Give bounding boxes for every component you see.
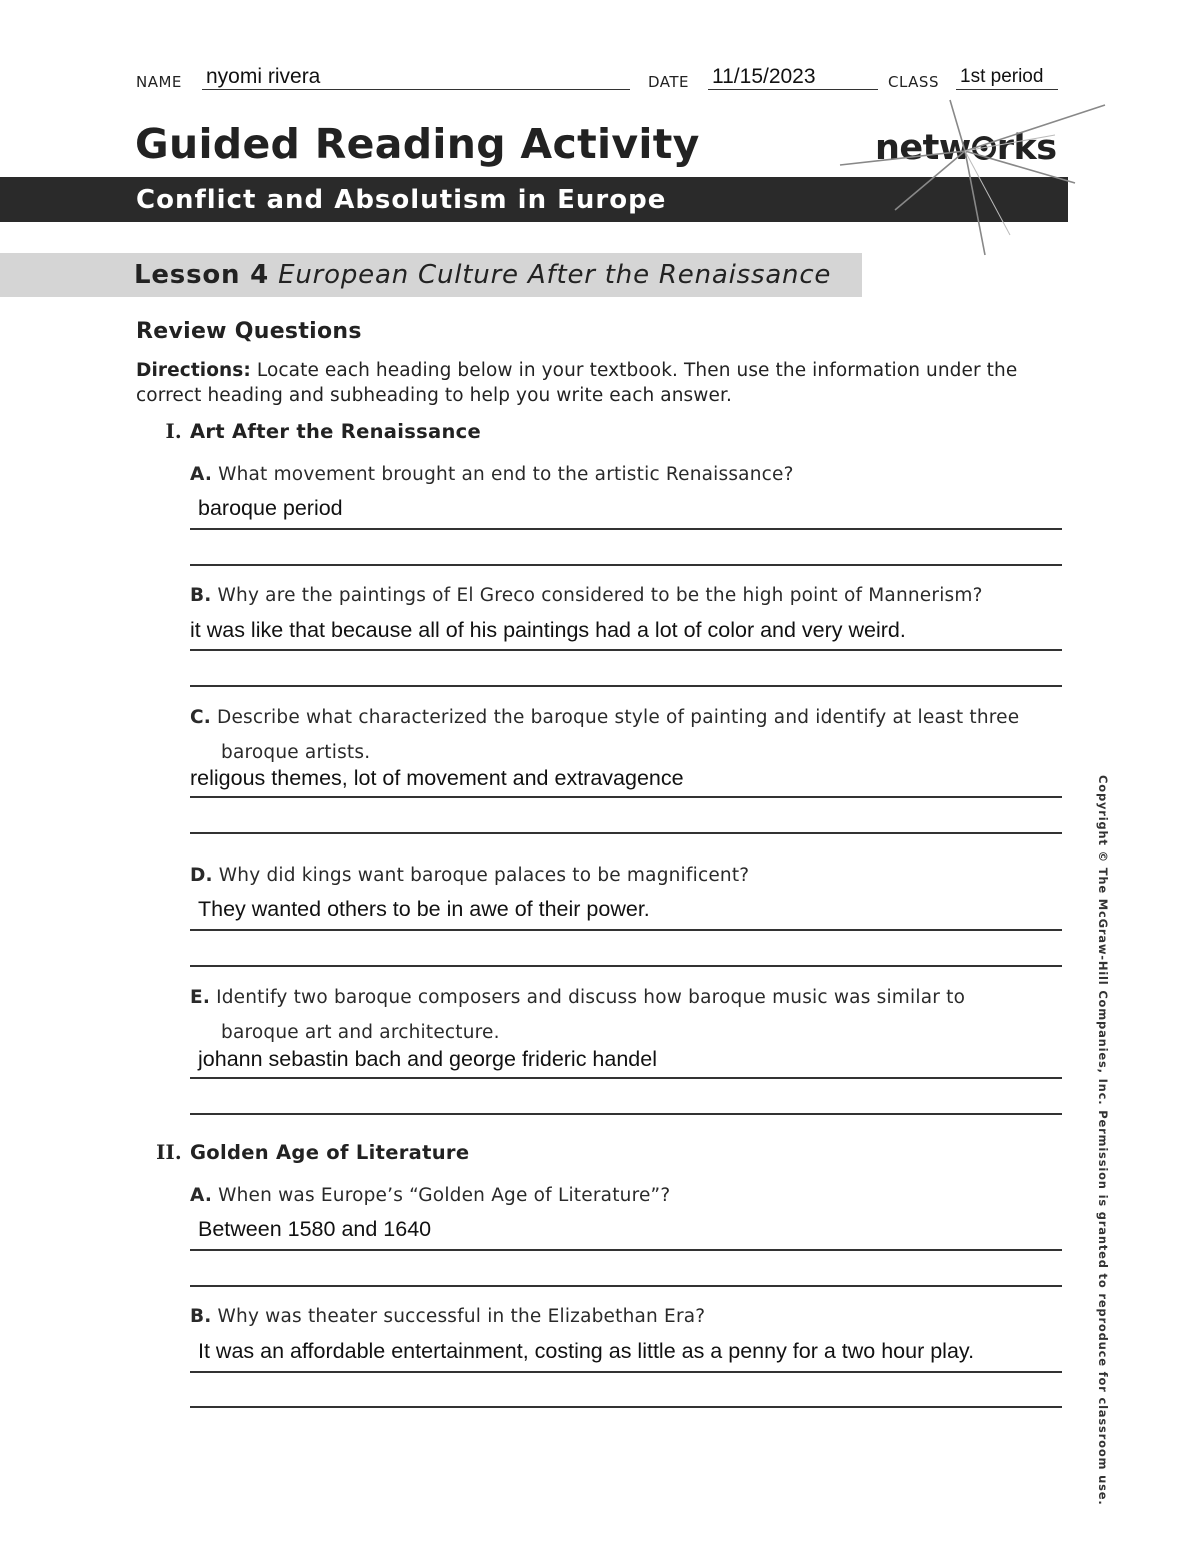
question-text-continued: baroque art and architecture. — [221, 1022, 500, 1043]
question-text-continued: baroque artists. — [221, 742, 371, 763]
answer-line — [190, 528, 1062, 530]
directions — [136, 358, 1056, 408]
question — [190, 1299, 1070, 1334]
answer-text[interactable]: religous themes, lot of movement and extravagence — [190, 766, 684, 790]
logo-text-start: netw — [875, 128, 971, 168]
question-text: Why are the paintings of El Greco considered to be the high point of Mannerism? — [217, 585, 983, 606]
logo-text-end: rks — [996, 128, 1057, 168]
answer-line — [190, 832, 1062, 834]
question-letter: B. — [190, 585, 212, 606]
answer-line — [190, 1285, 1062, 1287]
answer-text[interactable]: it was like that because all of his paintings had a lot of color and very weird. — [190, 618, 906, 642]
question-text: What movement brought an end to the artistic Renaissance? — [218, 464, 794, 485]
answer-line — [190, 965, 1062, 967]
section-numeral: II. — [156, 1141, 182, 1164]
answer-line — [190, 564, 1062, 566]
page-title: Guided Reading Activity — [135, 120, 700, 168]
question — [190, 980, 1070, 1050]
lesson-heading — [134, 260, 831, 290]
unit-title: Conflict and Absolutism in Europe — [136, 185, 667, 215]
date-label: DATE — [648, 73, 690, 91]
question-letter: A. — [190, 464, 213, 485]
answer-text[interactable]: They wanted others to be in awe of their power. — [198, 897, 650, 921]
answer-line — [190, 1371, 1062, 1373]
lesson-bar — [0, 253, 862, 297]
class-field[interactable]: 1st period — [956, 64, 1058, 90]
student-info-row — [136, 64, 1058, 92]
answer-line — [190, 796, 1062, 798]
section-heading — [142, 1141, 469, 1164]
answer-line — [190, 1406, 1062, 1408]
section-title: Art After the Renaissance — [190, 420, 482, 443]
answer-text[interactable]: Between 1580 and 1640 — [198, 1217, 432, 1241]
logo-o-icon — [971, 128, 997, 168]
unit-banner — [0, 177, 1068, 222]
name-label: NAME — [136, 73, 182, 91]
lesson-number: Lesson 4 — [134, 260, 270, 290]
question-letter: E. — [190, 987, 211, 1008]
networks-logo — [875, 128, 1057, 168]
question-text: When was Europe’s “Golden Age of Literature”? — [218, 1185, 671, 1206]
question — [190, 1178, 1070, 1213]
question-letter: B. — [190, 1306, 212, 1327]
directions-text: Locate each heading below in your textbook. Then use the information under the correct heading and subheading to help you write each answer. — [136, 360, 1018, 406]
copyright-notice: Copyright © The McGraw-Hill Companies, Inc. Permission is granted to reproduce for classroom use. — [1096, 775, 1110, 1506]
answer-line — [190, 1249, 1062, 1251]
section-title: Golden Age of Literature — [190, 1141, 470, 1164]
answer-line — [190, 1113, 1062, 1115]
question-text: Describe what characterized the baroque style of painting and identify at least three — [217, 707, 1020, 728]
review-heading: Review Questions — [136, 319, 362, 344]
answer-line — [190, 649, 1062, 651]
question-letter: D. — [190, 865, 213, 886]
answer-text[interactable]: johann sebastin bach and george frideric handel — [198, 1047, 657, 1071]
question-text: Why did kings want baroque palaces to be magnificent? — [218, 865, 750, 886]
lesson-title: European Culture After the Renaissance — [278, 260, 832, 290]
answer-line — [190, 929, 1062, 931]
directions-label: Directions: — [136, 360, 251, 381]
date-field[interactable]: 11/15/2023 — [708, 64, 878, 90]
section-heading — [142, 420, 481, 443]
question — [190, 700, 1070, 770]
question — [190, 457, 1070, 492]
question — [190, 578, 1070, 613]
answer-line — [190, 685, 1062, 687]
answer-text[interactable]: baroque period — [198, 496, 343, 520]
question-letter: C. — [190, 707, 212, 728]
section-numeral: I. — [165, 420, 182, 443]
class-label: CLASS — [888, 73, 939, 91]
answer-line — [190, 1077, 1062, 1079]
question-text: Identify two baroque composers and discuss how baroque music was similar to — [216, 987, 966, 1008]
question-letter: A. — [190, 1185, 213, 1206]
question-text: Why was theater successful in the Elizabethan Era? — [217, 1306, 706, 1327]
question — [190, 858, 1070, 893]
answer-text[interactable]: It was an affordable entertainment, costing as little as a penny for a two hour play. — [198, 1339, 975, 1363]
name-field[interactable]: nyomi rivera — [202, 64, 630, 90]
